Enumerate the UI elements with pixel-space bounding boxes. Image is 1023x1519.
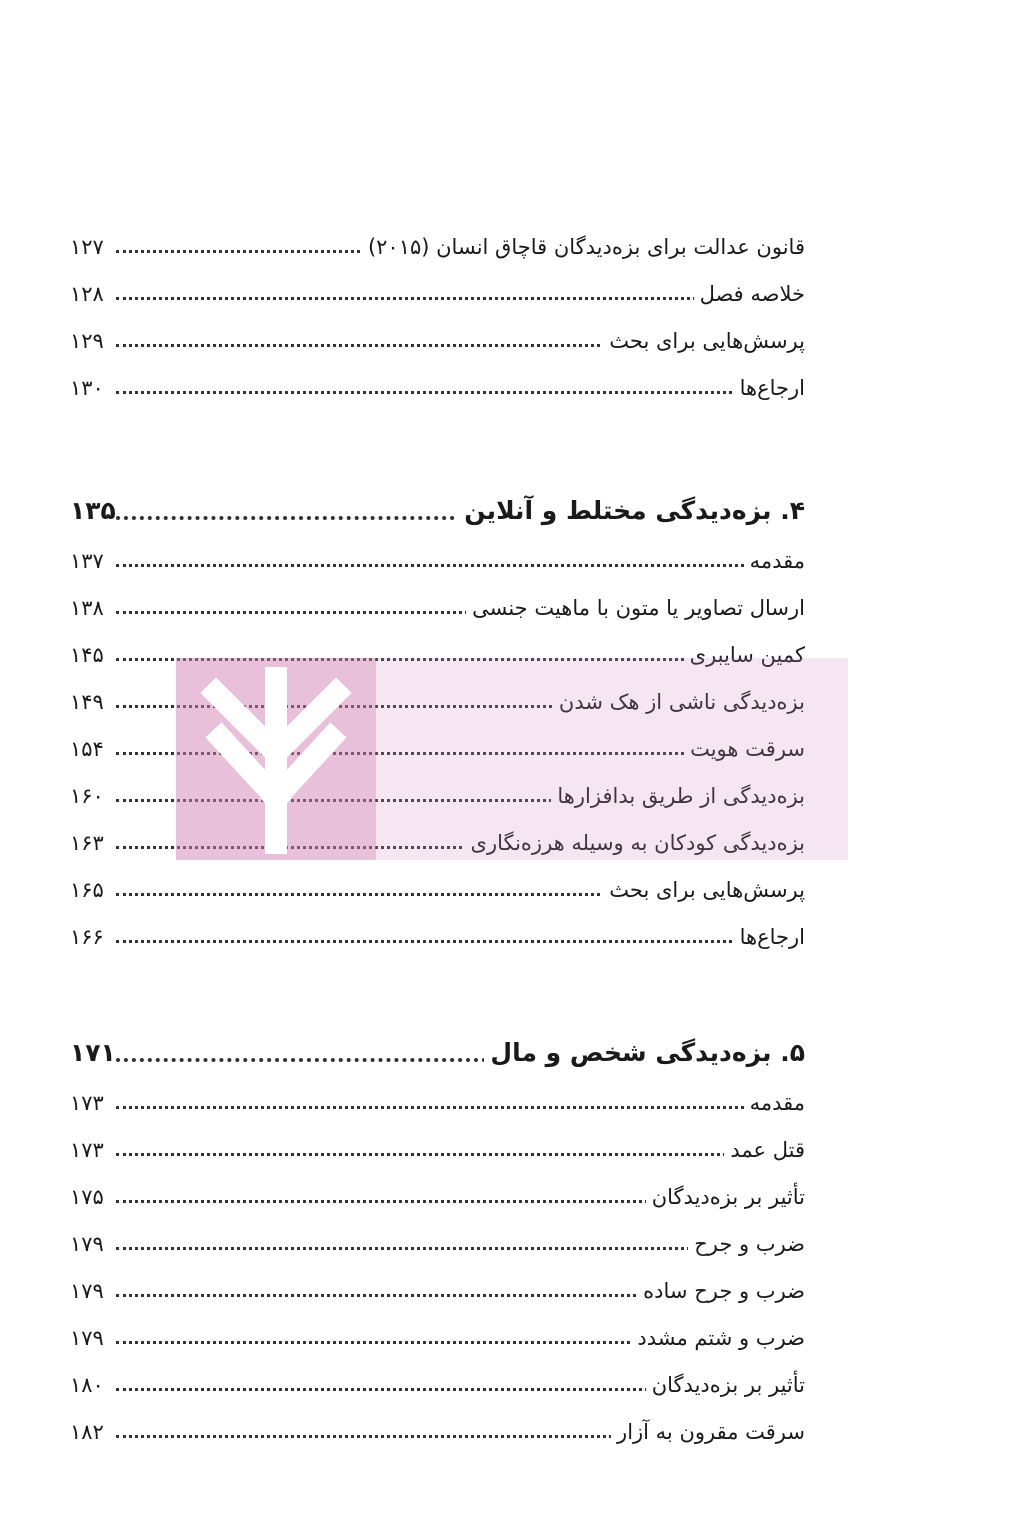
- toc-entry-title: خلاصه فصل: [688, 279, 805, 309]
- toc-entry-title: مقدمه: [738, 546, 805, 576]
- toc-entry-page: ۱۲۸: [70, 282, 104, 306]
- toc-entry-title: کمین سایبری: [678, 640, 805, 670]
- toc-entry-page: ۱۴۵: [70, 643, 104, 667]
- toc-entry-page: ۱۸۲: [70, 1420, 104, 1444]
- chapter-heading[interactable]: [70, 1036, 805, 1088]
- toc-entry-page: ۱۸۰: [70, 1373, 104, 1397]
- toc-entry-page: ۱۷۹: [70, 1326, 104, 1350]
- toc-entry-title: ضرب و جرح: [682, 1229, 805, 1259]
- toc-entry-title: سرقت مقرون به آزار: [605, 1417, 805, 1447]
- toc-entry-title: تأثیر بر بزه‌دیدگان: [640, 1370, 805, 1400]
- toc-entry-title: بزه‌دیدگی از طریق بدافزارها: [545, 781, 805, 811]
- toc-entry[interactable]: [70, 373, 805, 420]
- toc-entry-title: ارجاع‌ها: [728, 922, 805, 952]
- toc-entry-title: بزه‌دیدگی کودکان به وسیله هرزه‌نگاری: [459, 828, 805, 858]
- toc-entry[interactable]: [70, 326, 805, 373]
- toc-entry-page: ۱۷۳: [70, 1138, 104, 1162]
- toc-entry-page: ۱۳۰: [70, 376, 104, 400]
- toc-entry[interactable]: [70, 828, 805, 875]
- toc-entry[interactable]: [70, 1182, 805, 1229]
- toc-entry-title: پرسش‌هایی برای بحث: [597, 875, 805, 905]
- toc-entry[interactable]: [70, 1229, 805, 1276]
- toc-entry-page: ۱۲۷: [70, 235, 104, 259]
- toc-entry[interactable]: [70, 1088, 805, 1135]
- chapter-heading-title: ۴. بزه‌دیدگی مختلط و آنلاین: [452, 494, 805, 528]
- toc-entry-page: ۱۷۹: [70, 1232, 104, 1256]
- toc-entry-page: ۱۷۳: [70, 1091, 104, 1115]
- toc-section-chapter-5: [70, 1036, 805, 1464]
- toc-entry-page: ۱۷۹: [70, 1279, 104, 1303]
- toc-entry-page: ۱۶۰: [70, 784, 104, 808]
- toc-entry-page: ۱۶۶: [70, 925, 104, 949]
- toc-entry[interactable]: [70, 1370, 805, 1417]
- toc-entry[interactable]: [70, 1276, 805, 1323]
- toc-entry[interactable]: [70, 279, 805, 326]
- toc-entry-title: قانون عدالت برای بزه‌دیدگان قاچاق انسان (۲۰۱۵): [356, 232, 805, 262]
- toc-entry-page: ۱۴۹: [70, 690, 104, 714]
- toc-entry[interactable]: [70, 546, 805, 593]
- toc-entry[interactable]: [70, 232, 805, 279]
- toc-entry-title: بزه‌دیدگی ناشی از هک شدن: [547, 687, 805, 717]
- toc-entry-title: تأثیر بر بزه‌دیدگان: [640, 1182, 805, 1212]
- chapter-heading[interactable]: [70, 494, 805, 546]
- toc-entry[interactable]: [70, 593, 805, 640]
- toc-entry-title: ضرب و جرح ساده: [631, 1276, 805, 1306]
- toc-entry[interactable]: [70, 640, 805, 687]
- toc-entry[interactable]: [70, 1417, 805, 1464]
- chapter-heading-title: ۵. بزه‌دیدگی شخص و مال: [478, 1036, 805, 1070]
- toc-entry[interactable]: [70, 875, 805, 922]
- toc-entry-title: سرقت هویت: [678, 734, 805, 764]
- toc-entry-page: ۱۳۷: [70, 549, 104, 573]
- leader-dots: [116, 940, 805, 943]
- toc-entry-page: ۱۶۵: [70, 878, 104, 902]
- leader-dots: [116, 564, 805, 567]
- toc-entry-page: ۱۲۹: [70, 329, 104, 353]
- leader-dots: [116, 1106, 805, 1109]
- toc-entry[interactable]: [70, 734, 805, 781]
- leader-dots: [116, 1153, 805, 1156]
- leader-dots: [116, 391, 805, 394]
- toc-section-chapter-4: [70, 494, 805, 969]
- toc-entry-title: مقدمه: [738, 1088, 805, 1118]
- toc-entry[interactable]: [70, 922, 805, 969]
- toc-entry-title: ارسال تصاویر یا متون با ماهیت جنسی: [460, 593, 805, 623]
- toc-entry[interactable]: [70, 687, 805, 734]
- toc-entry-title: ضرب و شتم مشدد: [625, 1323, 805, 1353]
- chapter-heading-page: ۱۳۵: [70, 496, 116, 525]
- toc-entry-page: ۱۵۴: [70, 737, 104, 761]
- toc-section-3-tail: [70, 232, 805, 420]
- toc-entry-page: ۱۳۸: [70, 596, 104, 620]
- toc-entry[interactable]: [70, 1135, 805, 1182]
- toc-entry[interactable]: [70, 781, 805, 828]
- toc-entry-title: پرسش‌هایی برای بحث: [597, 326, 805, 356]
- toc-entry-page: ۱۷۵: [70, 1185, 104, 1209]
- chapter-heading-page: ۱۷۱: [70, 1038, 116, 1067]
- toc-entry[interactable]: [70, 1323, 805, 1370]
- toc-entry-title: قتل عمد: [718, 1135, 805, 1165]
- toc-entry-title: ارجاع‌ها: [728, 373, 805, 403]
- toc-entry-page: ۱۶۳: [70, 831, 104, 855]
